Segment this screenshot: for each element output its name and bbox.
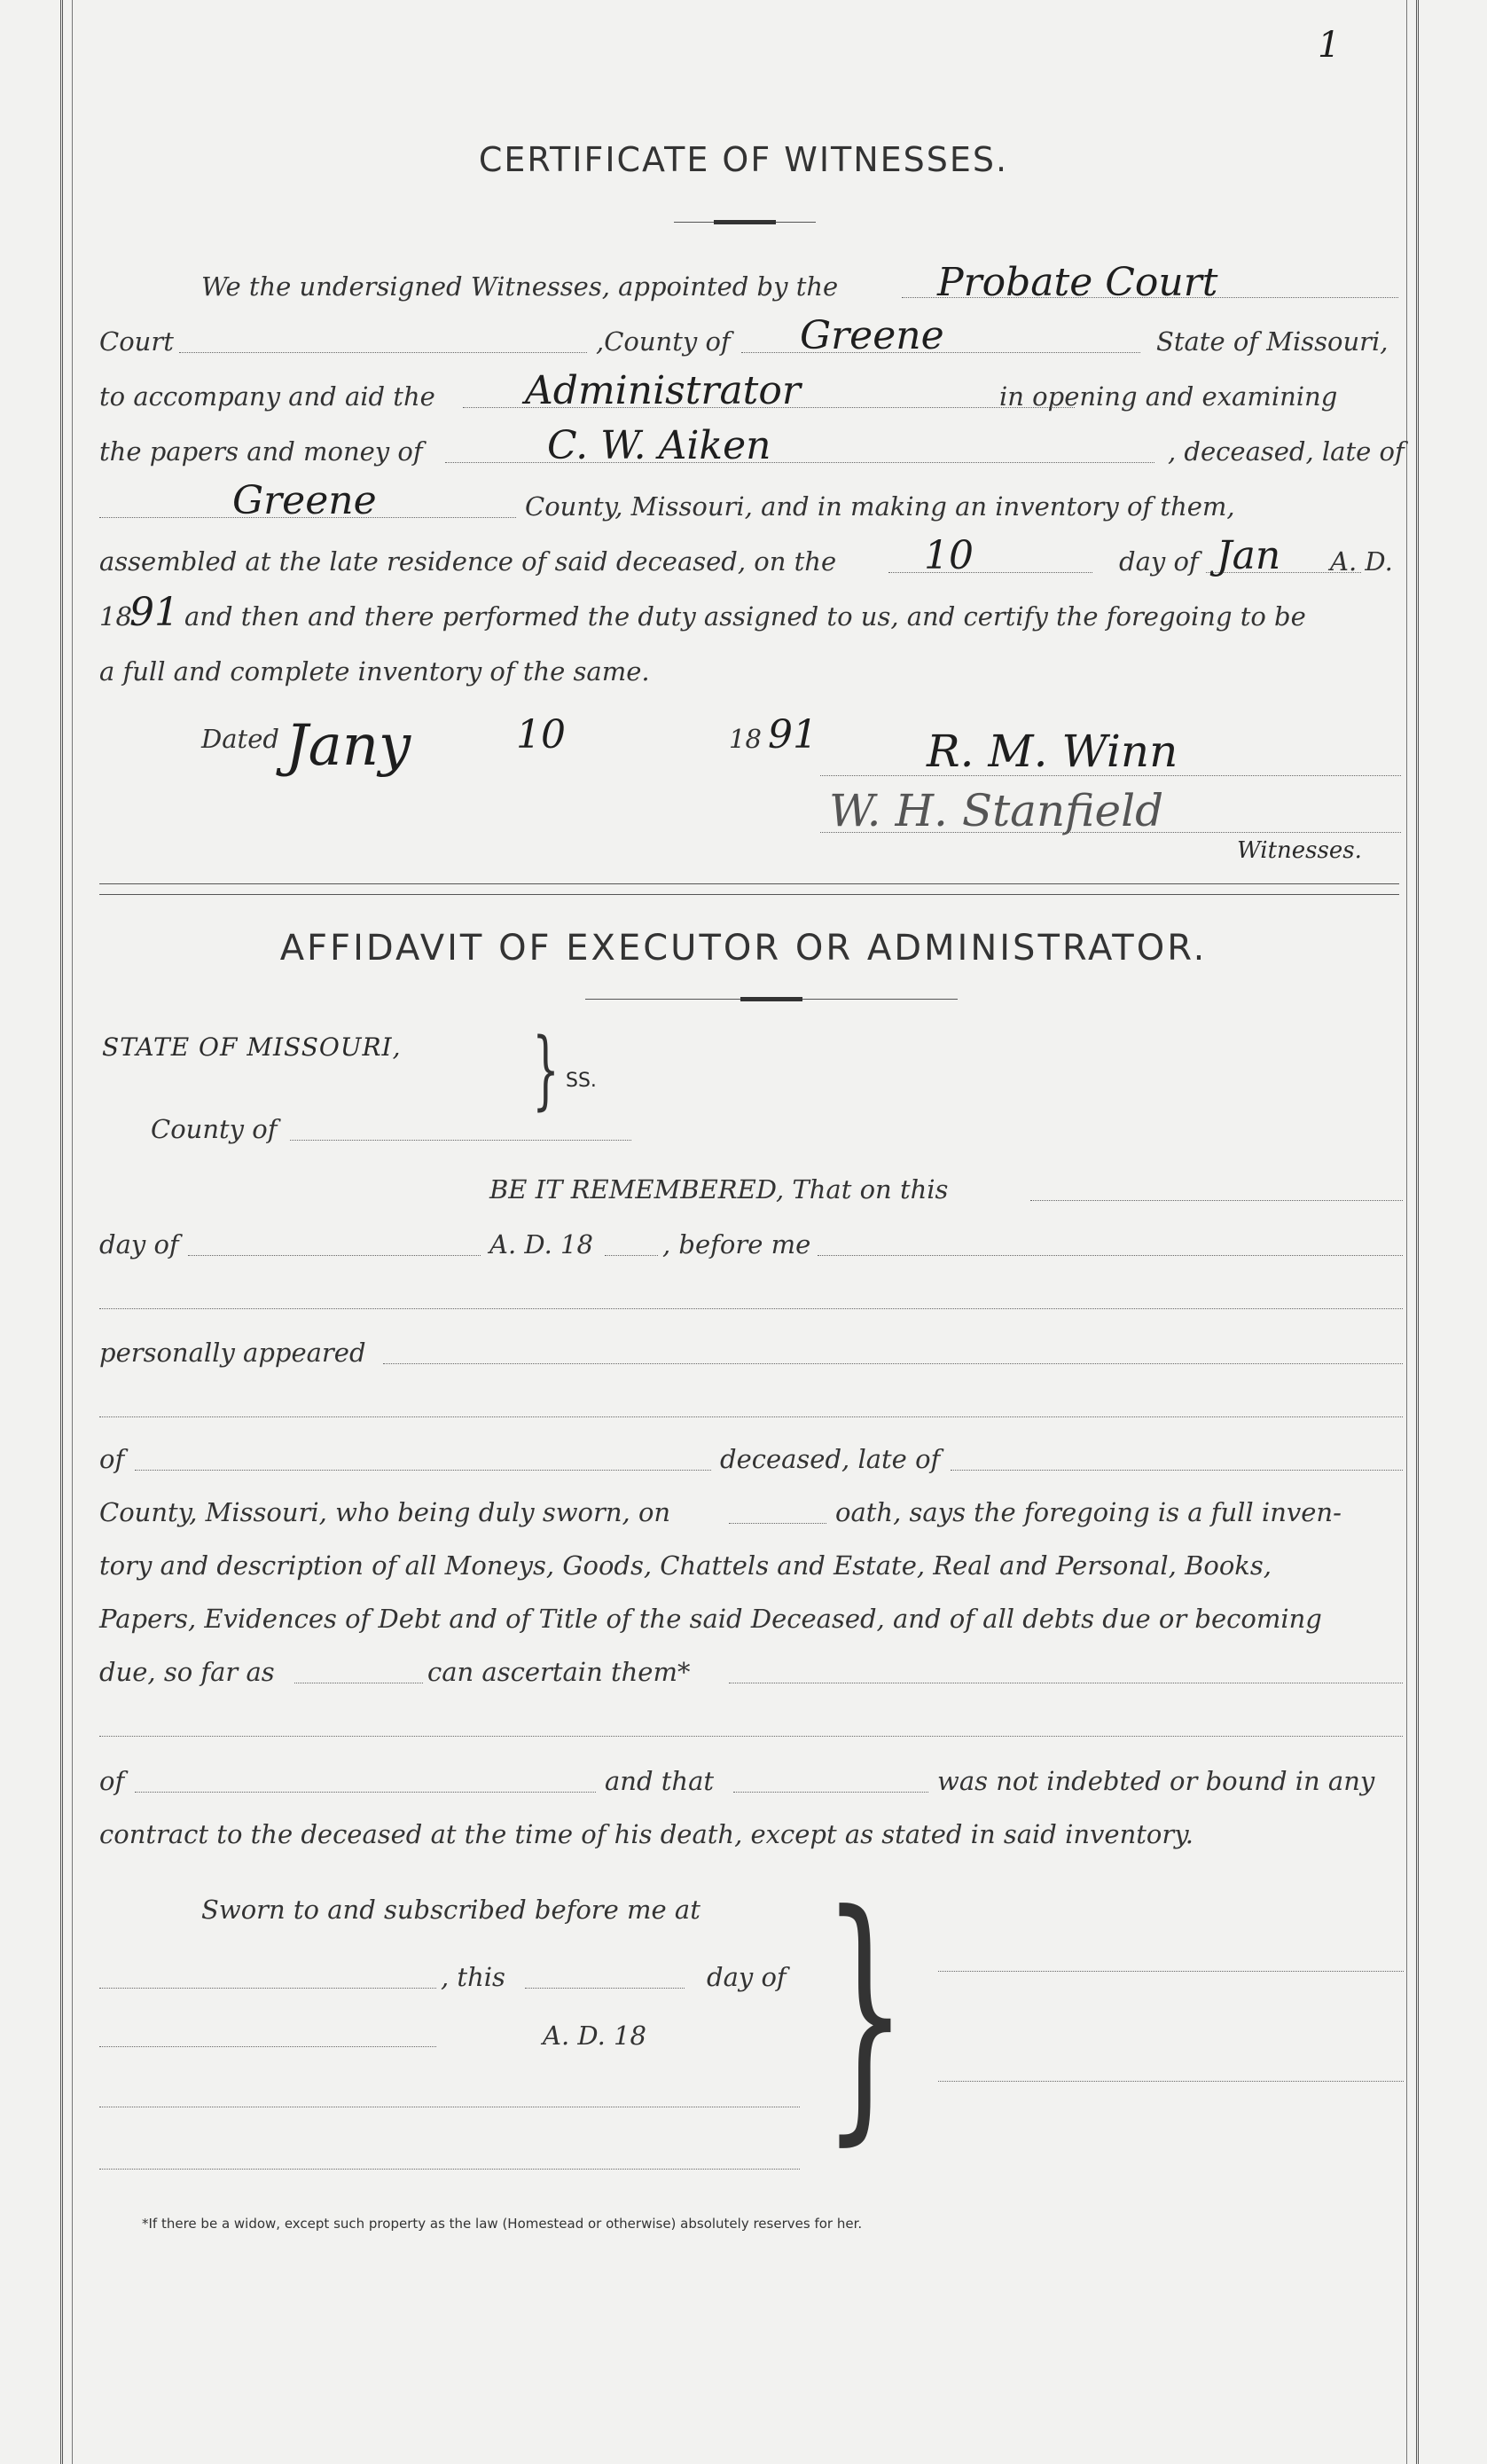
aff-line-12 (99, 1752, 1403, 1805)
official-line-2 (938, 2081, 1404, 2082)
cert-text-16: 18 (99, 601, 132, 632)
aff-text-11: County, Missouri, who being duly sworn, on (99, 1497, 671, 1527)
aff-line-8 (99, 1536, 1403, 1589)
cert-text-8: , deceased, late of (1168, 436, 1405, 467)
aff-text-20: contract to the deceased at the time of his death, except as stated in said inventory. (99, 1819, 1194, 1849)
aff-text-16: can ascertain them* (427, 1657, 691, 1687)
hw-year: 91 (129, 590, 179, 635)
aff-text-7: , before me (662, 1229, 811, 1259)
hw-dated-year: 91 (768, 712, 818, 757)
cert-text-15: Dated (201, 724, 279, 754)
hw-witness-1: R. M. Winn (927, 726, 1178, 777)
hw-deceased: C. W. Aiken (547, 423, 771, 468)
sworn-line-1 (99, 1880, 1403, 1934)
sworn-brace: } (822, 1858, 908, 2168)
hw-day: 10 (924, 533, 974, 578)
cert-line-5 (99, 477, 1403, 530)
hw-dated-month: Jany (286, 713, 411, 779)
aff-line-1 (99, 1160, 1403, 1213)
aff-line-10 (99, 1643, 1403, 1696)
aff-text-12: oath, says the foregoing is a full inven- (835, 1497, 1342, 1527)
cert-text-1: We the undersigned Witnesses, appointed by the (201, 271, 839, 302)
aff-line-3 (99, 1268, 1403, 1322)
ss-label: SS. (566, 1070, 597, 1092)
cert-text-14: a full and complete inventory of the same. (99, 656, 650, 687)
state-brace: } (532, 1020, 560, 1119)
cert-text-6: in opening and examining (999, 381, 1338, 412)
aff-text-17: of (99, 1766, 125, 1796)
aff-text-13: tory and description of all Moneys, Goods, Chattels and Estate, Real and Personal, Books, (99, 1550, 1272, 1581)
sworn-line-5 (99, 2129, 1403, 2182)
aff-text-4: BE IT REMEMBERED, That on this (489, 1174, 949, 1205)
hw-county: Greene (800, 313, 944, 358)
cert-line-3 (99, 367, 1403, 420)
cert-text-10: assembled at the late residence of said deceased, on the (99, 546, 837, 577)
sworn-line-3 (99, 2006, 1403, 2060)
cert-text-3: ,County of (596, 326, 731, 357)
aff-text-8: personally appeared (99, 1338, 366, 1368)
certificate-title: CERTIFICATE OF WITNESSES. (478, 140, 1009, 179)
aff-text-5: day of (99, 1229, 179, 1259)
aff-line-7 (99, 1483, 1403, 1536)
cert-text-9: County, Missouri, and in making an inventory of them, (525, 491, 1235, 522)
aff-text-24: A. D. 18 (543, 2021, 646, 2051)
page-number: 1 (1318, 25, 1341, 66)
affidavit-title: AFFIDAVIT OF EXECUTOR OR ADMINISTRATOR. (279, 928, 1208, 969)
aff-line-4 (99, 1323, 1403, 1377)
aff-text-9: of (99, 1444, 125, 1474)
cert-line-1 (99, 257, 1403, 310)
hw-dated-day: 10 (516, 712, 566, 757)
cert-dated-line (99, 710, 1403, 779)
cert-text-11: day of (1119, 546, 1199, 577)
aff-text-10: deceased, late of (720, 1444, 941, 1474)
aff-text-21: Sworn to and subscribed before me at (201, 1895, 700, 1925)
aff-line-13 (99, 1805, 1403, 1858)
hw-witness-2: W. H. Stanfield (829, 785, 1164, 836)
title-ornament (674, 222, 816, 223)
aff-line-11 (99, 1696, 1403, 1749)
aff-text-23: day of (707, 1962, 787, 1992)
state-label: STATE OF MISSOURI, (102, 1032, 402, 1062)
cert-text-12: A. D. (1330, 546, 1393, 577)
sworn-line-2 (99, 1948, 1403, 2001)
county-line (99, 1100, 1403, 1153)
cert-text-2: Court (99, 326, 174, 357)
aff-text-18: and that (605, 1766, 715, 1796)
cert-text-4: State of Missouri, (1156, 326, 1389, 357)
cert-text-7: the papers and money of (99, 436, 423, 467)
aff-text-22: , this (441, 1962, 505, 1992)
aff-line-5 (99, 1377, 1403, 1430)
aff-text-3: County of (151, 1114, 278, 1144)
cert-line-8 (99, 642, 1403, 695)
footnote: *If there be a widow, except such property as the law (Homestead or otherwise) absolutely reserves for her. (142, 2216, 863, 2232)
cert-text-16b: 18 (729, 724, 762, 754)
aff-line-2 (99, 1215, 1403, 1268)
aff-text-6: A. D. 18 (489, 1229, 593, 1259)
aff-line-6 (99, 1430, 1403, 1483)
aff-text-15: due, so far as (99, 1657, 275, 1687)
aff-text-14: Papers, Evidences of Debt and of Title of the said Deceased, and of all debts due or becoming (99, 1604, 1322, 1634)
official-line-1 (938, 1971, 1404, 1972)
cert-line-6 (99, 532, 1403, 585)
cert-text-13: and then and there performed the duty assigned to us, and certify the foregoing to be (184, 601, 1306, 632)
cert-line-2 (99, 312, 1403, 365)
witnesses-label: Witnesses. (1237, 837, 1362, 864)
cert-line-7 (99, 587, 1403, 640)
cert-line-4 (99, 422, 1403, 475)
hw-court: Probate Court (937, 260, 1218, 305)
cert-text-5: to accompany and aid the (99, 381, 435, 412)
affidavit-ornament (585, 999, 958, 1000)
aff-text-19: was not indebted or bound in any (937, 1766, 1375, 1796)
sworn-line-4 (99, 2067, 1403, 2120)
hw-month: Jan (1217, 533, 1281, 578)
section-separator (99, 883, 1399, 896)
aff-line-9 (99, 1589, 1403, 1643)
hw-county-2: Greene (232, 478, 377, 523)
hw-role: Administrator (525, 368, 801, 413)
